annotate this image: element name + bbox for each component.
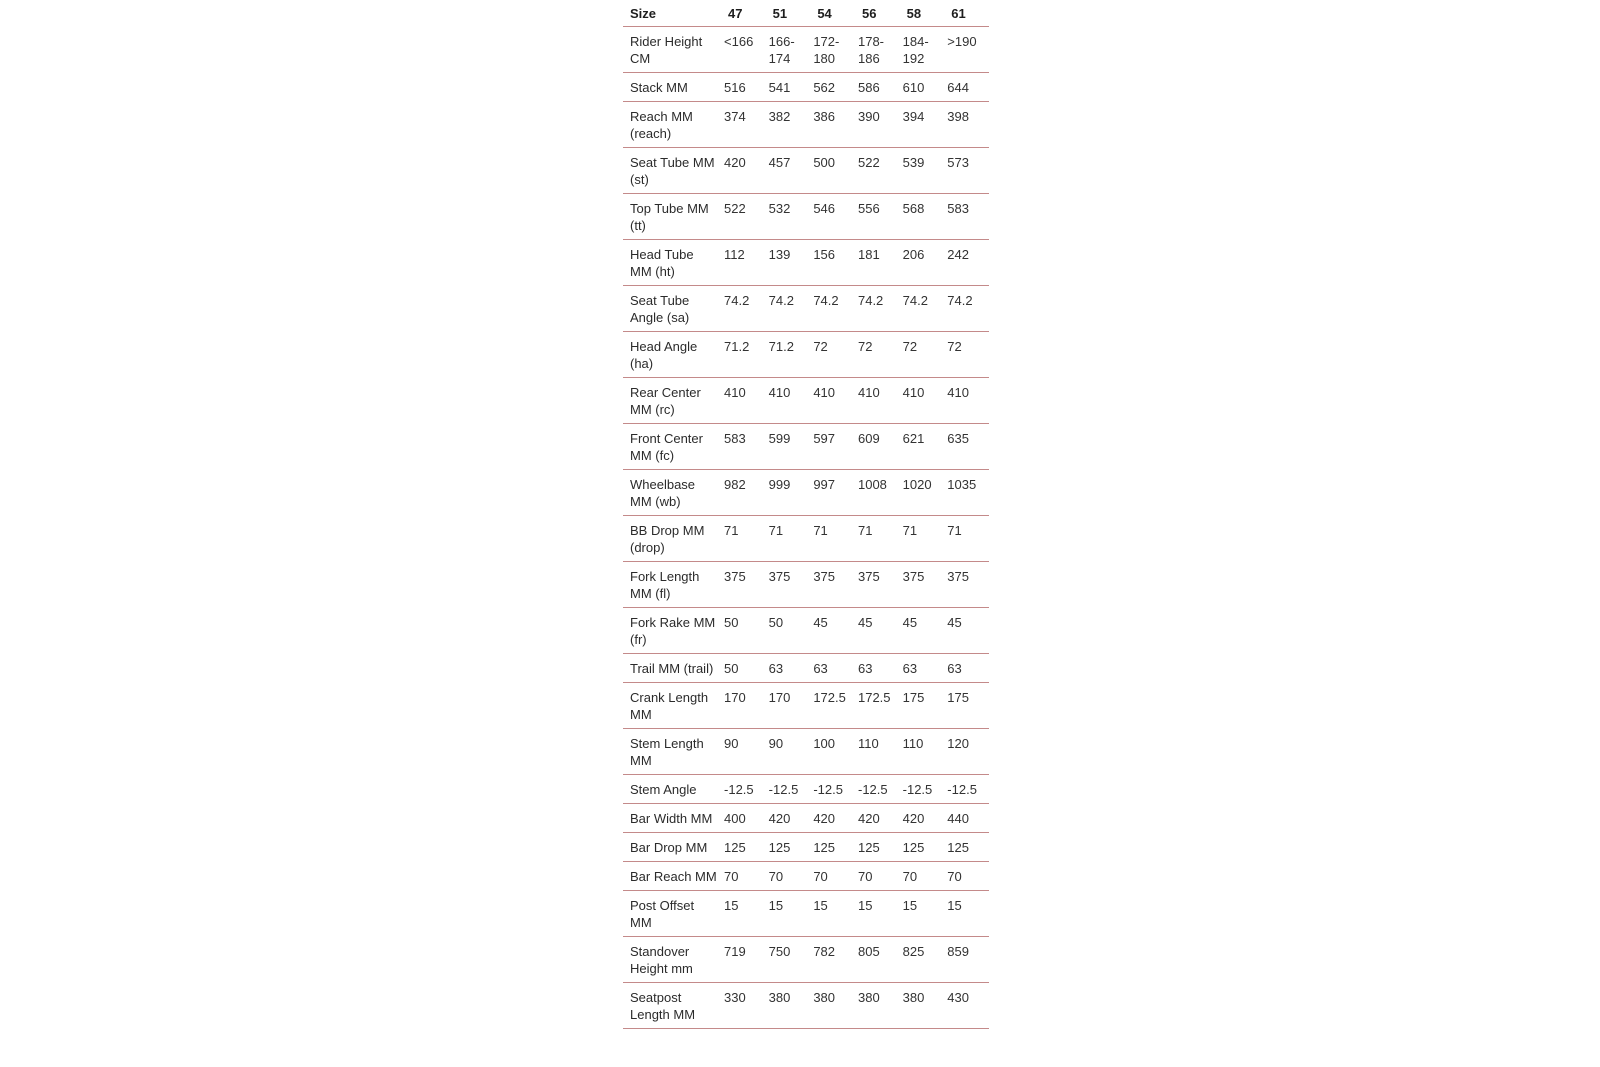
- row-label: Rear Center MM (rc): [623, 378, 721, 424]
- header-size-58: 58: [900, 0, 945, 27]
- row-label: Post Offset MM: [623, 891, 721, 937]
- row-value: 175: [900, 683, 945, 729]
- row-value: 15: [766, 891, 811, 937]
- row-value: 532: [766, 194, 811, 240]
- row-value: 539: [900, 148, 945, 194]
- header-size-54: 54: [810, 0, 855, 27]
- row-value: 583: [944, 194, 989, 240]
- row-value: 110: [855, 729, 900, 775]
- row-value: 420: [900, 804, 945, 833]
- row-value: 410: [900, 378, 945, 424]
- table-row: [623, 27, 989, 73]
- row-value: 330: [721, 983, 766, 1029]
- row-value: 74.2: [900, 286, 945, 332]
- row-value: 172.5: [855, 683, 900, 729]
- row-value: 71: [721, 516, 766, 562]
- row-label: Head Angle (ha): [623, 332, 721, 378]
- row-value: 206: [900, 240, 945, 286]
- row-value: -12.5: [810, 775, 855, 804]
- row-value: 635: [944, 424, 989, 470]
- row-value: 112: [721, 240, 766, 286]
- row-value: 380: [810, 983, 855, 1029]
- row-value: >190: [944, 27, 989, 73]
- row-value: 1020: [900, 470, 945, 516]
- row-value: 71.2: [721, 332, 766, 378]
- row-value: 546: [810, 194, 855, 240]
- row-value: 125: [766, 833, 811, 862]
- row-value: 15: [721, 891, 766, 937]
- row-label: Stack MM: [623, 73, 721, 102]
- row-label: Wheelbase MM (wb): [623, 470, 721, 516]
- row-label: Crank Length MM: [623, 683, 721, 729]
- row-value: 72: [900, 332, 945, 378]
- row-value: 125: [944, 833, 989, 862]
- row-value: 420: [855, 804, 900, 833]
- row-value: 420: [721, 148, 766, 194]
- row-value: 410: [766, 378, 811, 424]
- table-row: [623, 891, 989, 937]
- table-row: [623, 148, 989, 194]
- row-value: 380: [855, 983, 900, 1029]
- row-value: 420: [810, 804, 855, 833]
- row-value: 178-186: [855, 27, 900, 73]
- row-value: 71: [900, 516, 945, 562]
- row-value: 72: [810, 332, 855, 378]
- row-label: Standover Height mm: [623, 937, 721, 983]
- row-value: 63: [944, 654, 989, 683]
- row-value: 420: [766, 804, 811, 833]
- geometry-table-header: [623, 0, 989, 27]
- row-value: 562: [810, 73, 855, 102]
- table-row: [623, 833, 989, 862]
- row-value: 400: [721, 804, 766, 833]
- row-value: 599: [766, 424, 811, 470]
- row-value: 805: [855, 937, 900, 983]
- row-value: 125: [855, 833, 900, 862]
- geometry-table-body: [623, 27, 989, 1029]
- row-value: 556: [855, 194, 900, 240]
- table-row: [623, 937, 989, 983]
- header-size-51: 51: [766, 0, 811, 27]
- row-value: 568: [900, 194, 945, 240]
- row-value: 375: [855, 562, 900, 608]
- row-value: 71: [855, 516, 900, 562]
- header-row: [623, 0, 989, 27]
- table-row: [623, 729, 989, 775]
- row-value: 15: [855, 891, 900, 937]
- table-row: [623, 683, 989, 729]
- row-value: 1008: [855, 470, 900, 516]
- row-value: 583: [721, 424, 766, 470]
- row-value: 71.2: [766, 332, 811, 378]
- row-label: Rider Height CM: [623, 27, 721, 73]
- row-value: 110: [900, 729, 945, 775]
- row-value: 586: [855, 73, 900, 102]
- row-value: 72: [944, 332, 989, 378]
- table-row: [623, 862, 989, 891]
- row-value: 375: [944, 562, 989, 608]
- row-label: Seat Tube Angle (sa): [623, 286, 721, 332]
- row-value: 394: [900, 102, 945, 148]
- row-value: 50: [721, 654, 766, 683]
- row-label: Top Tube MM (tt): [623, 194, 721, 240]
- row-value: 522: [721, 194, 766, 240]
- row-value: 172.5: [810, 683, 855, 729]
- row-value: 170: [721, 683, 766, 729]
- row-value: -12.5: [855, 775, 900, 804]
- row-value: 374: [721, 102, 766, 148]
- row-value: 70: [810, 862, 855, 891]
- row-value: 719: [721, 937, 766, 983]
- table-row: [623, 240, 989, 286]
- row-value: 125: [900, 833, 945, 862]
- row-value: 45: [900, 608, 945, 654]
- table-row: [623, 424, 989, 470]
- row-value: 74.2: [855, 286, 900, 332]
- row-value: 15: [810, 891, 855, 937]
- row-value: 382: [766, 102, 811, 148]
- row-value: 982: [721, 470, 766, 516]
- row-value: -12.5: [766, 775, 811, 804]
- row-value: 410: [944, 378, 989, 424]
- row-value: 859: [944, 937, 989, 983]
- row-label: Seatpost Length MM: [623, 983, 721, 1029]
- row-value: 375: [810, 562, 855, 608]
- row-value: 375: [766, 562, 811, 608]
- row-value: 999: [766, 470, 811, 516]
- row-value: 386: [810, 102, 855, 148]
- row-label: Bar Width MM: [623, 804, 721, 833]
- row-value: 63: [766, 654, 811, 683]
- row-value: 610: [900, 73, 945, 102]
- row-value: 15: [900, 891, 945, 937]
- row-value: 72: [855, 332, 900, 378]
- geometry-table: [623, 0, 989, 1029]
- row-value: 125: [721, 833, 766, 862]
- row-value: 170: [766, 683, 811, 729]
- row-value: 430: [944, 983, 989, 1029]
- row-value: 184-192: [900, 27, 945, 73]
- row-value: <166: [721, 27, 766, 73]
- row-value: 139: [766, 240, 811, 286]
- row-value: -12.5: [944, 775, 989, 804]
- row-value: 70: [855, 862, 900, 891]
- row-value: 15: [944, 891, 989, 937]
- row-value: 50: [721, 608, 766, 654]
- row-value: 74.2: [766, 286, 811, 332]
- row-value: 410: [855, 378, 900, 424]
- row-value: 70: [721, 862, 766, 891]
- row-value: 644: [944, 73, 989, 102]
- row-value: 573: [944, 148, 989, 194]
- table-row: [623, 804, 989, 833]
- row-value: 500: [810, 148, 855, 194]
- row-value: 375: [900, 562, 945, 608]
- table-row: [623, 378, 989, 424]
- row-value: 181: [855, 240, 900, 286]
- row-value: 609: [855, 424, 900, 470]
- row-value: 522: [855, 148, 900, 194]
- header-size-61: 61: [944, 0, 989, 27]
- table-row: [623, 194, 989, 240]
- row-value: 70: [766, 862, 811, 891]
- row-value: 63: [810, 654, 855, 683]
- row-value: 440: [944, 804, 989, 833]
- row-value: 45: [810, 608, 855, 654]
- row-value: 156: [810, 240, 855, 286]
- row-value: 516: [721, 73, 766, 102]
- row-value: 74.2: [721, 286, 766, 332]
- row-value: 541: [766, 73, 811, 102]
- row-value: 410: [810, 378, 855, 424]
- header-size-56: 56: [855, 0, 900, 27]
- row-label: Head Tube MM (ht): [623, 240, 721, 286]
- row-label: Trail MM (trail): [623, 654, 721, 683]
- row-label: Seat Tube MM (st): [623, 148, 721, 194]
- row-value: 90: [721, 729, 766, 775]
- row-value: -12.5: [900, 775, 945, 804]
- row-value: 63: [900, 654, 945, 683]
- row-value: 45: [944, 608, 989, 654]
- table-row: [623, 562, 989, 608]
- table-row: [623, 654, 989, 683]
- row-value: 457: [766, 148, 811, 194]
- table-row: [623, 470, 989, 516]
- row-value: 71: [766, 516, 811, 562]
- row-value: 45: [855, 608, 900, 654]
- row-value: 621: [900, 424, 945, 470]
- row-value: 74.2: [944, 286, 989, 332]
- row-label: Front Center MM (fc): [623, 424, 721, 470]
- table-row: [623, 775, 989, 804]
- row-value: 74.2: [810, 286, 855, 332]
- table-row: [623, 516, 989, 562]
- row-value: 782: [810, 937, 855, 983]
- row-value: 997: [810, 470, 855, 516]
- row-value: 597: [810, 424, 855, 470]
- table-row: [623, 73, 989, 102]
- row-value: 172-180: [810, 27, 855, 73]
- row-label: Stem Length MM: [623, 729, 721, 775]
- row-label: BB Drop MM (drop): [623, 516, 721, 562]
- row-value: 120: [944, 729, 989, 775]
- table-row: [623, 983, 989, 1029]
- table-row: [623, 286, 989, 332]
- header-size-47: 47: [721, 0, 766, 27]
- row-value: 63: [855, 654, 900, 683]
- row-label: Bar Drop MM: [623, 833, 721, 862]
- row-value: 90: [766, 729, 811, 775]
- row-value: 175: [944, 683, 989, 729]
- table-row: [623, 102, 989, 148]
- row-label: Fork Rake MM (fr): [623, 608, 721, 654]
- row-value: 380: [766, 983, 811, 1029]
- row-value: 375: [721, 562, 766, 608]
- row-label: Bar Reach MM: [623, 862, 721, 891]
- row-value: 825: [900, 937, 945, 983]
- row-value: 750: [766, 937, 811, 983]
- row-label: Stem Angle: [623, 775, 721, 804]
- table-row: [623, 332, 989, 378]
- row-value: 50: [766, 608, 811, 654]
- row-value: 70: [944, 862, 989, 891]
- row-label: Reach MM (reach): [623, 102, 721, 148]
- row-value: -12.5: [721, 775, 766, 804]
- row-value: 71: [810, 516, 855, 562]
- row-value: 100: [810, 729, 855, 775]
- row-value: 70: [900, 862, 945, 891]
- row-value: 1035: [944, 470, 989, 516]
- row-value: 166-174: [766, 27, 811, 73]
- table-row: [623, 608, 989, 654]
- row-value: 390: [855, 102, 900, 148]
- row-value: 380: [900, 983, 945, 1029]
- row-value: 71: [944, 516, 989, 562]
- row-value: 125: [810, 833, 855, 862]
- row-label: Fork Length MM (fl): [623, 562, 721, 608]
- row-value: 410: [721, 378, 766, 424]
- header-size: Size: [623, 0, 721, 27]
- row-value: 398: [944, 102, 989, 148]
- row-value: 242: [944, 240, 989, 286]
